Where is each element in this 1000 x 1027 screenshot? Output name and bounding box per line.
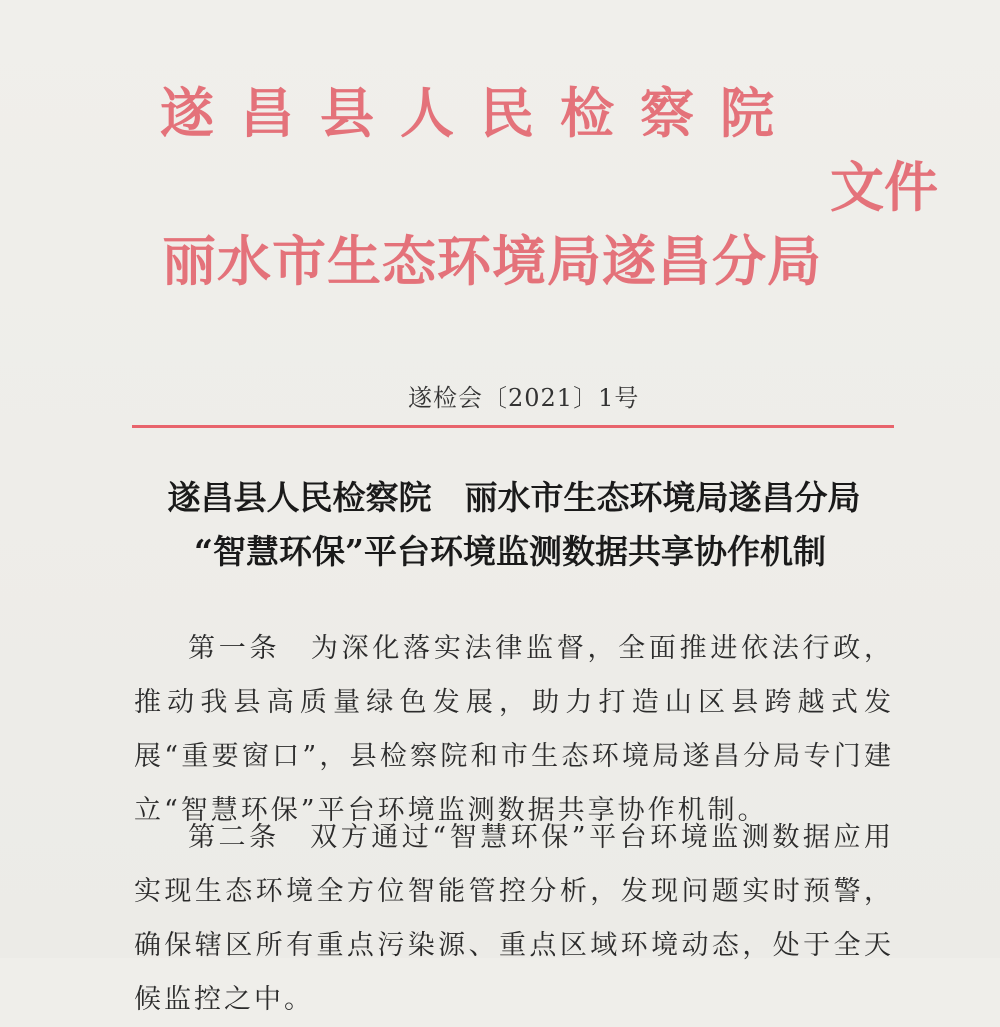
document-label: 文件: [830, 155, 938, 219]
issuer-procuratorate: 遂昌县人民检察院: [160, 81, 800, 145]
article-2-paragraph: 第二条 双方通过“智慧环保”平台环境监测数据应用实现生态环境全方位智能管控分析，发现问题实时预警，确保辖区所有重点污染源、重点区域环境动态，处于全天候监控之中。: [134, 822, 894, 1015]
document-number: 遂检会〔2021〕1号: [408, 384, 640, 412]
document-title-line-2: “智慧环保”平台环境监测数据共享协作机制: [194, 532, 826, 571]
article-1-paragraph: 第一条 为深化落实法律监督，全面推进依法行政，推动我县高质量绿色发展，助力打造山区县跨越式发展“重要窗口”，县检察院和市生态环境局遂昌分局专门建立“智慧环保”平台环境监测数据共享协作机制。: [134, 633, 894, 826]
document-title-line-1: 遂昌县人民检察院 丽水市生态环境局遂昌分局: [167, 478, 861, 517]
issuer-environment-bureau: 丽水市生态环境局遂昌分局: [162, 229, 822, 293]
red-divider-line: [132, 425, 894, 428]
